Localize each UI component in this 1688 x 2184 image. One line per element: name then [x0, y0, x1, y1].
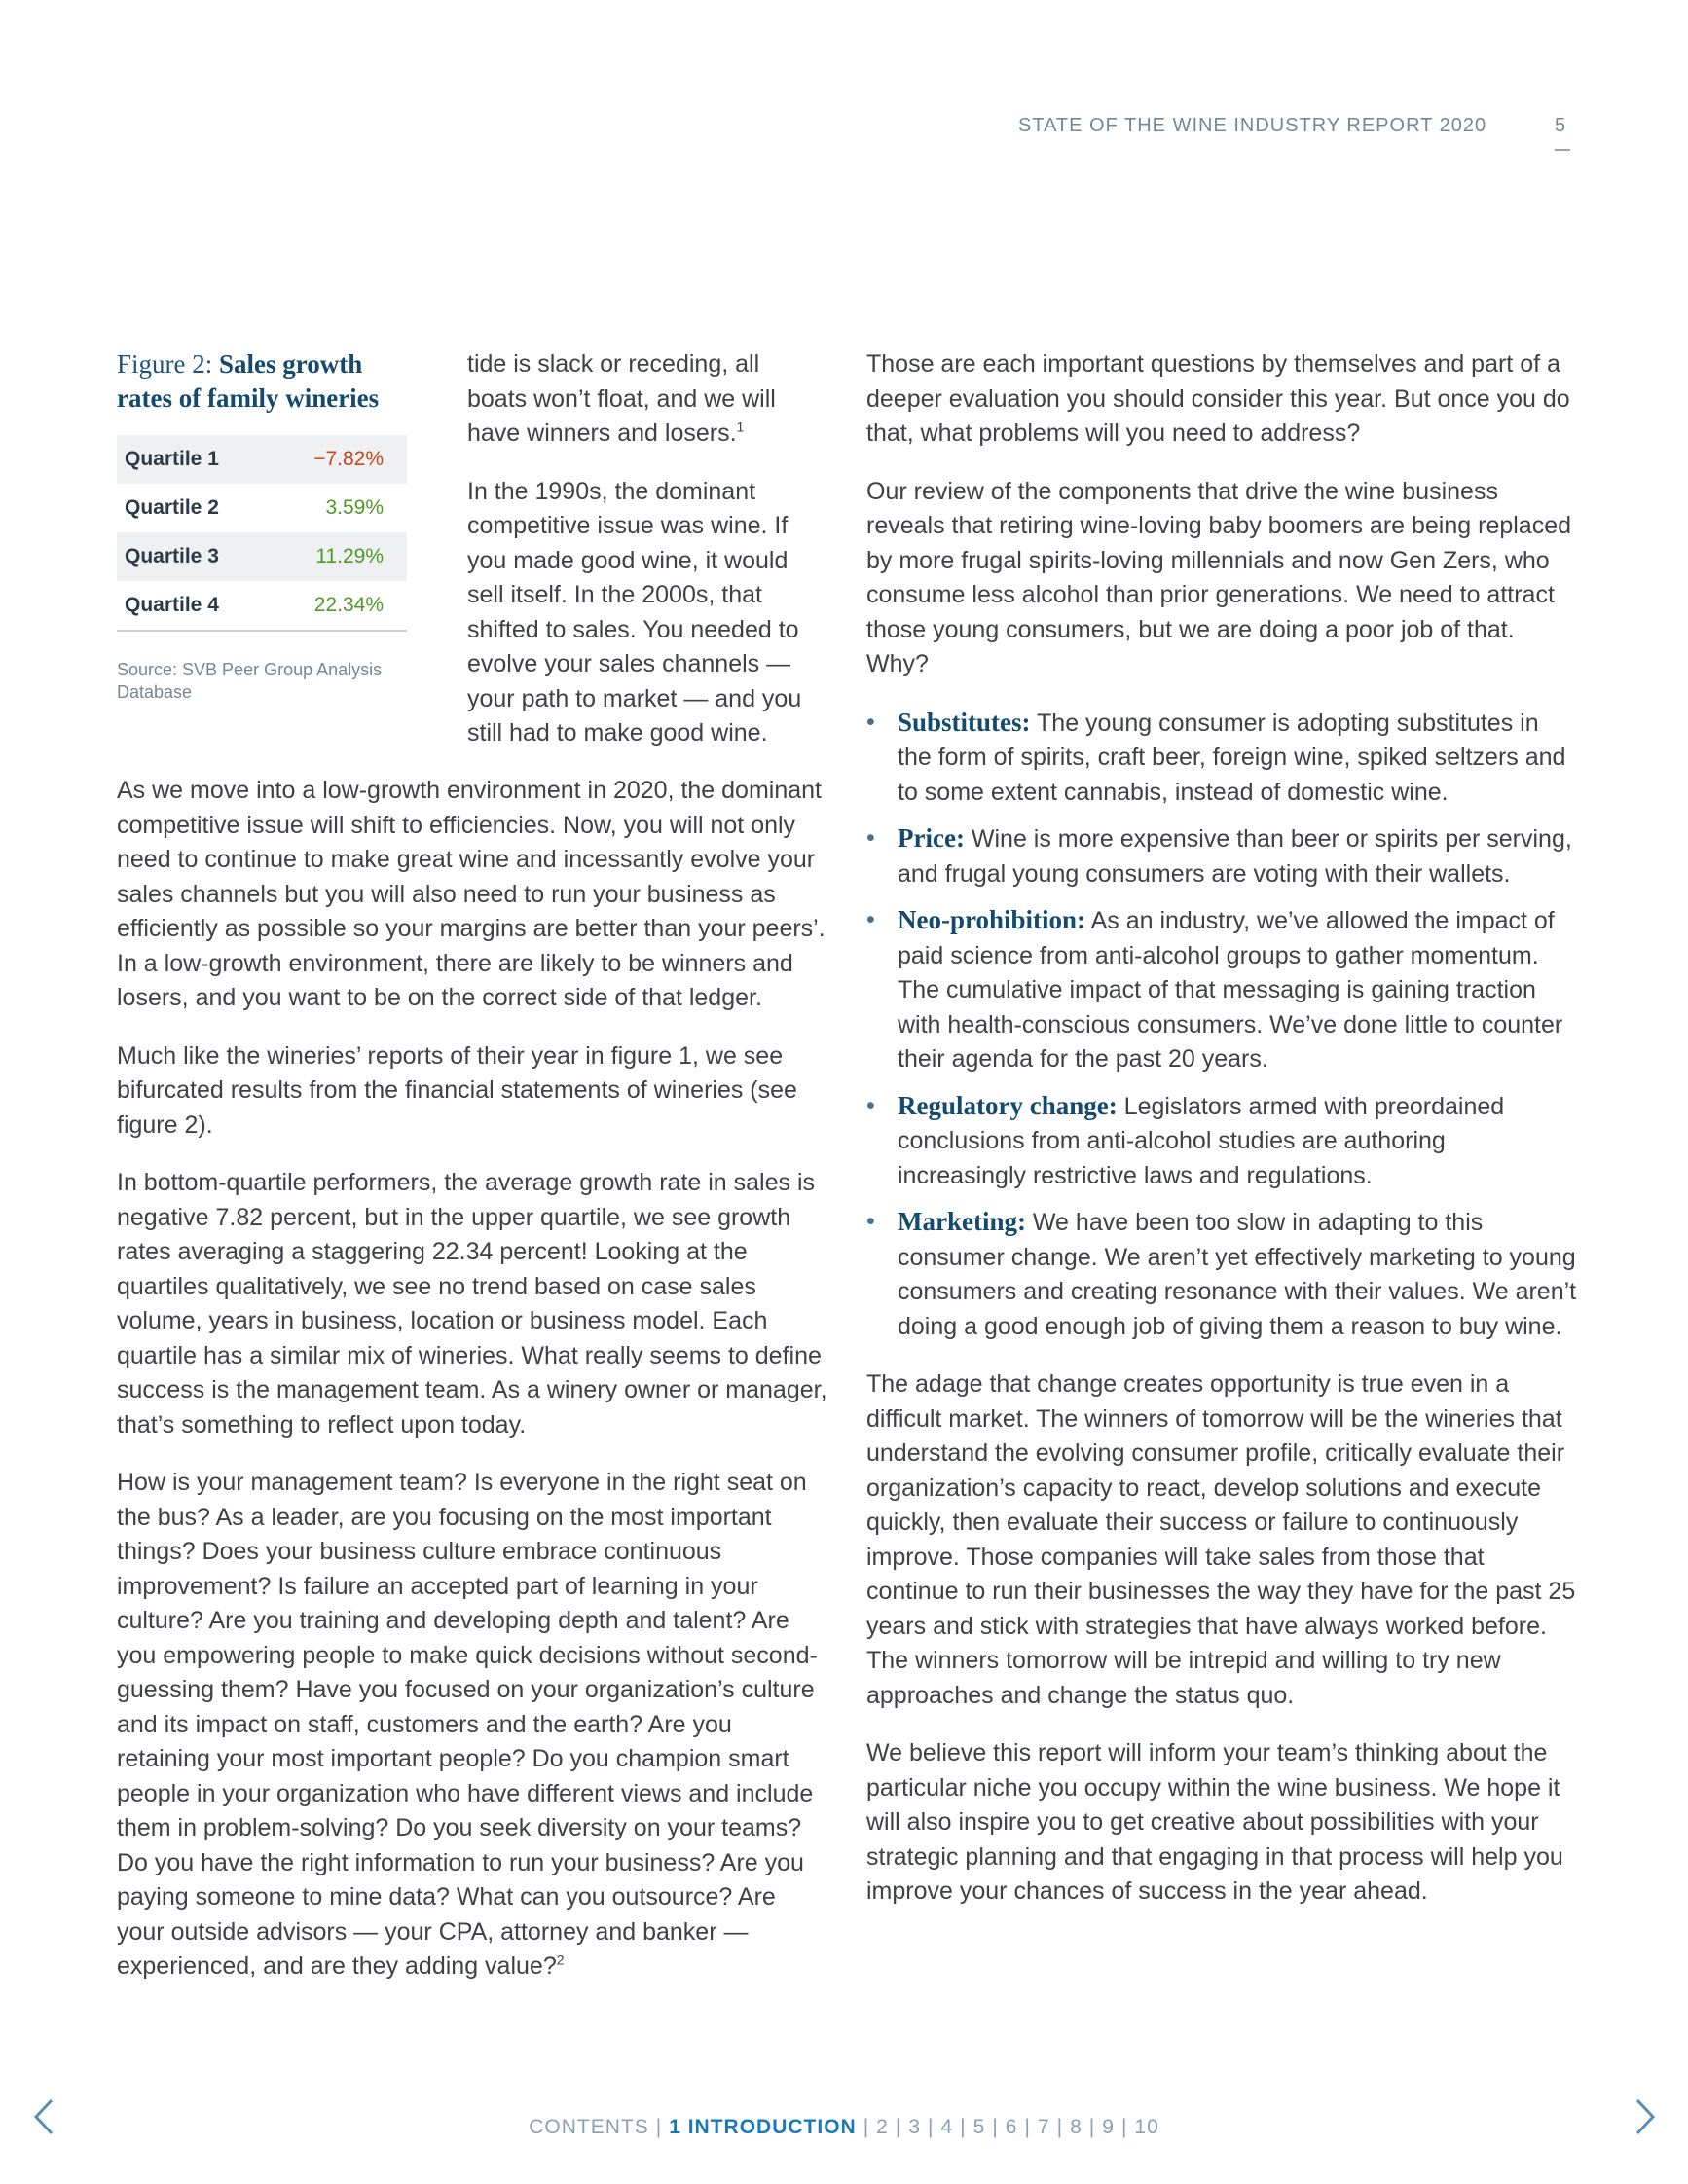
bullet-icon: •: [866, 708, 875, 736]
bullet-text: The young consumer is adopting substitutes in the form of spirits, craft beer, foreign wine, spiked seltzers and to some extent cannabis, instead of domestic wine.: [898, 709, 1566, 806]
separator: |: [1088, 2116, 1096, 2138]
table-row: [117, 532, 407, 581]
bullet-text: Legislators armed with preordained conclusions from anti-alcohol studies are authoring increasingly restrictive laws and regulations.: [898, 1092, 1505, 1189]
figure-2: [117, 347, 409, 704]
separator: |: [895, 2116, 902, 2138]
quartile-value: 22.34%: [277, 581, 407, 631]
chevron-right-icon[interactable]: [1626, 2093, 1665, 2141]
paragraph-text: How is your management team? Is everyone in the right seat on the bus? As a leader, are you focusing on the most important things? Does your business culture embrace continuous improvement? Is failure an accepted part of learning in your culture? Are you training and developing depth and talent? Are you empowering people to make quick decisions without second-guessing them? Have you focused on your organization’s culture and its impact on staff, customers and the earth? Are you retaining your most important people? Do you champion smart people in your organization who have different views and include them in problem-solving? Do you seek diversity on your teams? Do you have the right information to run your business? Are you paying someone to mine data? What can you outsource? Are your outside advisors — your CPA, attorney and banker — experienced, and are they adding value?: [117, 1469, 818, 1980]
list-item: [866, 903, 1577, 1077]
quartile-label: Quartile 4: [117, 581, 277, 631]
bullet-icon: •: [866, 824, 875, 852]
paragraph: In the 1990s, the dominant competitive issue was wine. If you made good wine, it would sell itself. In the 2000s, that shifted to sales. You needed to evolve your sales channels — your path to market — and you still had to make good wine.: [467, 477, 802, 746]
figure-source: Source: SVB Peer Group Analysis Database: [117, 660, 383, 702]
separator: |: [1056, 2116, 1064, 2138]
bullet-term: Substitutes:: [898, 707, 1031, 737]
paragraph: As we move into a low-growth environment in 2020, the dominant competitive issue will shift to efficiencies. Now, you will not only need to continue to make great wine and incessantly evolve your sales channels but you will also need to run your business as efficiently as possible so your margins are better than your peers’. In a low-growth environment, there are likely to be winners and losers, and you want to be on the correct side of that ledger.: [117, 777, 826, 1011]
page-number: 5: [1555, 115, 1566, 136]
footer-page-link[interactable]: 4: [940, 2116, 954, 2138]
footer-page-link[interactable]: 2: [876, 2116, 889, 2138]
bullet-term: Price:: [898, 823, 965, 853]
quartile-value: −7.82%: [277, 435, 407, 484]
quartile-label: Quartile 2: [125, 496, 219, 519]
bullet-term: Regulatory change:: [898, 1090, 1118, 1120]
footnote-ref[interactable]: 2: [556, 1951, 565, 1968]
separator: |: [655, 2116, 663, 2138]
bullet-icon: •: [866, 906, 875, 933]
table-row: [117, 484, 407, 532]
footer-page-link[interactable]: 6: [1005, 2116, 1018, 2138]
footer-page-link[interactable]: 3: [908, 2116, 921, 2138]
paragraph: The adage that change creates opportunity is true even in a difficult market. The winners of tomorrow will be the wineries that understand the evolving consumer profile, critically evaluate their organization’s capacity to react, develop solutions and execute quickly, then evaluate their success or failure to continuously improve. Those companies will take sales from those that continue to run their businesses the way they have for the past 25 years and stick with strategies that have always worked before. The winners tomorrow will be intrepid and willing to try new approaches and change the status quo.: [866, 1370, 1576, 1709]
separator: |: [928, 2116, 935, 2138]
footnote-ref[interactable]: 1: [736, 419, 745, 435]
quartile-label: Quartile 3: [117, 532, 277, 581]
running-header-title: STATE OF THE WINE INDUSTRY REPORT 2020: [1018, 115, 1487, 136]
bullet-icon: •: [866, 1208, 875, 1235]
list-item: [866, 821, 1577, 892]
figure-title-text: Sales growth rates of family wineries: [117, 349, 380, 413]
quartile-label: Quartile 1: [117, 435, 277, 484]
bullet-icon: •: [866, 1091, 875, 1119]
footer-nav: [0, 2116, 1688, 2139]
quartile-table: [117, 435, 407, 632]
bullet-text: As an industry, we’ve allowed the impact of paid science from anti-alcohol groups to gather momentum. The cumulative impact of that messaging is gaining traction with health-conscious consumers. We’ve done little to counter their agenda for the past 20 years.: [898, 907, 1563, 1073]
footer-page-link[interactable]: 5: [972, 2116, 986, 2138]
table-row: [117, 435, 407, 484]
footer-page-link[interactable]: 9: [1102, 2116, 1115, 2138]
bullet-text: We have been too slow in adapting to this consumer change. We aren’t yet effectively marketing to young consumers and creating resonance with their values. We aren’t doing a good enough job of giving them a reason to buy wine.: [898, 1209, 1577, 1340]
footer-page-link[interactable]: 7: [1037, 2116, 1050, 2138]
separator: |: [960, 2116, 967, 2138]
bullet-list: [866, 706, 1577, 1345]
list-item: [866, 706, 1577, 811]
quartile-value: 11.29%: [277, 532, 407, 581]
paragraph: We believe this report will inform your team’s thinking about the particular niche you occupy within the wine business. We hope it will also inspire you to get creative about possibilities with your strategic planning and that engaging in that process will help you improve your chances of success in the year ahead.: [866, 1739, 1563, 1905]
paragraph: [467, 347, 818, 452]
page-number-rule: [1555, 149, 1570, 151]
bullet-text: Wine is more expensive than beer or spirits per serving, and frugal young consumers are voting with their wallets.: [898, 825, 1572, 888]
paragraph: [117, 1466, 827, 1984]
list-item: [866, 1089, 1577, 1194]
paragraph-text: tide is slack or receding, all boats won’t float, and we will have winners and losers.: [467, 350, 776, 447]
left-narrow-column: [467, 347, 818, 775]
separator: |: [992, 2116, 999, 2138]
paragraph: Our review of the components that drive the wine business reveals that retiring wine-loving baby boomers are being replaced by more frugal spirits-loving millennials and now Gen Zers, who consume less alcohol than prior generations. We need to attract those young consumers, but we are doing a poor job of that. Why?: [866, 477, 1572, 677]
paragraph: In bottom-quartile performers, the average growth rate in sales is negative 7.82 percent, but in the upper quartile, we see growth rates averaging a staggering 22.34 percent! Looking at the quartiles qualitatively, we see no trend based on case sales volume, years in business, location or business model. Each quartile has a similar mix of wineries. What really seems to define success is the management team. As a winery owner or manager, that’s something to reflect upon today.: [117, 1169, 827, 1438]
separator: |: [1024, 2116, 1031, 2138]
list-item: [866, 1205, 1577, 1344]
footer-page-link[interactable]: 8: [1070, 2116, 1083, 2138]
footer-page-link[interactable]: 10: [1134, 2116, 1159, 2138]
separator: |: [1120, 2116, 1128, 2138]
figure-title: [117, 347, 409, 416]
footer-contents-link[interactable]: CONTENTS: [529, 2116, 649, 2138]
bullet-term: Neo-prohibition:: [898, 905, 1086, 934]
paragraph: Much like the wineries’ reports of their year in figure 1, we see bifurcated results from the financial statements of wineries (see figure 2).: [117, 1041, 797, 1139]
table-row: [117, 581, 407, 631]
right-column: [866, 347, 1577, 1933]
separator: |: [862, 2116, 870, 2138]
figure-label: Figure 2:: [117, 349, 213, 379]
left-column: [117, 774, 827, 2008]
paragraph: Those are each important questions by themselves and part of a deeper evaluation you should consider this year. But once you do that, what problems will you need to address?: [866, 350, 1570, 447]
footer-active-section[interactable]: 1 INTRODUCTION: [669, 2116, 857, 2138]
chevron-left-icon[interactable]: [24, 2093, 63, 2141]
bullet-term: Marketing:: [898, 1207, 1026, 1236]
quartile-value: 3.59%: [325, 496, 384, 519]
